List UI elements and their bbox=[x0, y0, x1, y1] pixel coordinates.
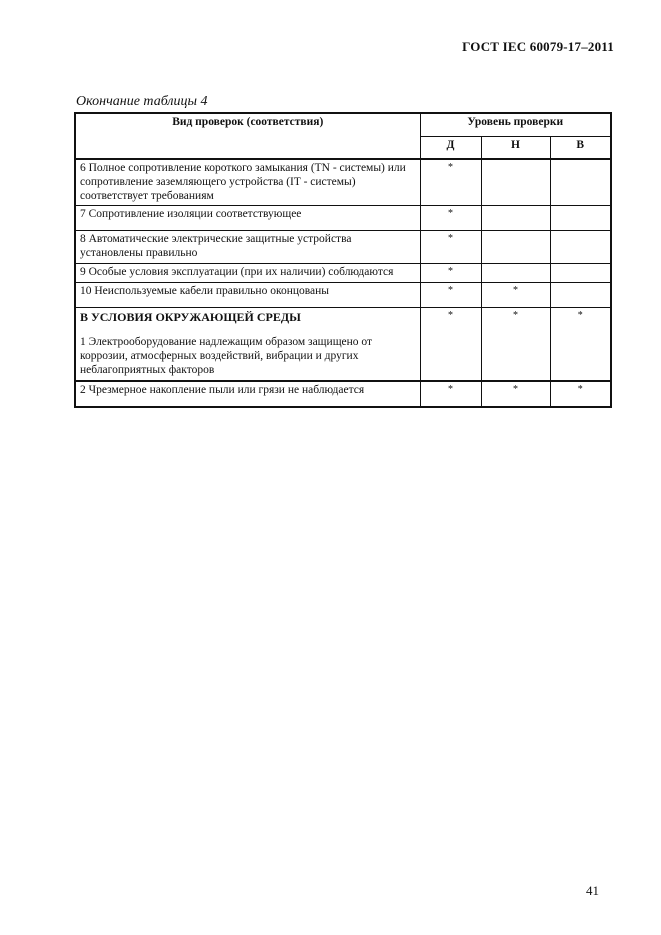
level-n-mark bbox=[481, 206, 550, 231]
check-description: 6 Полное сопротивление короткого замыкания (TN - системы) или сопротивление заземляющего устройства (IT - системы) соответствует требованиям bbox=[75, 159, 420, 206]
level-n-mark: * bbox=[481, 282, 550, 307]
column-header-level-d: Д bbox=[420, 137, 481, 160]
section-b-cell bbox=[75, 307, 420, 380]
table-caption: Окончание таблицы 4 bbox=[76, 94, 208, 109]
level-d-mark: * bbox=[420, 282, 481, 307]
level-d-mark: * bbox=[420, 206, 481, 231]
check-description: 9 Особые условия эксплуатации (при их наличии) соблюдаются bbox=[75, 263, 420, 282]
level-n-mark: * bbox=[481, 307, 550, 380]
level-n-mark bbox=[481, 159, 550, 206]
check-description: 10 Неиспользуемые кабели правильно оконцованы bbox=[75, 282, 420, 307]
column-header-level: Уровень проверки bbox=[420, 113, 611, 137]
checks-table bbox=[74, 112, 612, 408]
column-header-level-v: В bbox=[550, 137, 611, 160]
column-header-level-n: Н bbox=[481, 137, 550, 160]
level-d-mark: * bbox=[420, 263, 481, 282]
level-n-mark bbox=[481, 231, 550, 264]
level-v-mark bbox=[550, 206, 611, 231]
level-n-mark bbox=[481, 263, 550, 282]
check-description: 1 Электрооборудование надлежащим образом защищено от коррозии, атмосферных воздействий, вибрации и других неблагоприятных факторов bbox=[80, 336, 373, 376]
level-d-mark: * bbox=[420, 231, 481, 264]
level-v-mark bbox=[550, 231, 611, 264]
document-standard-header: ГОСТ IEC 60079-17–2011 bbox=[462, 39, 614, 54]
section-title: В УСЛОВИЯ ОКРУЖАЮЩЕЙ СРЕДЫ bbox=[80, 309, 301, 324]
table-row bbox=[75, 307, 611, 380]
level-d-mark: * bbox=[420, 381, 481, 407]
level-v-mark: * bbox=[550, 307, 611, 380]
check-description: 2 Чрезмерное накопление пыли или грязи не наблюдается bbox=[75, 381, 420, 407]
table-row bbox=[75, 206, 611, 231]
table-row bbox=[75, 282, 611, 307]
column-header-kind: Вид проверок (соответствия) bbox=[75, 113, 420, 159]
table-row bbox=[75, 159, 611, 206]
check-description: 7 Сопротивление изоляции соответствующее bbox=[75, 206, 420, 231]
table-row bbox=[75, 381, 611, 407]
level-n-mark: * bbox=[481, 381, 550, 407]
level-d-mark: * bbox=[420, 307, 481, 380]
table-row bbox=[75, 231, 611, 264]
table-row bbox=[75, 263, 611, 282]
level-d-mark: * bbox=[420, 159, 481, 206]
level-v-mark bbox=[550, 282, 611, 307]
level-v-mark bbox=[550, 263, 611, 282]
check-description: 8 Автоматические электрические защитные устройства установлены правильно bbox=[75, 231, 420, 264]
page-number: 41 bbox=[586, 883, 599, 898]
level-v-mark: * bbox=[550, 381, 611, 407]
level-v-mark bbox=[550, 159, 611, 206]
